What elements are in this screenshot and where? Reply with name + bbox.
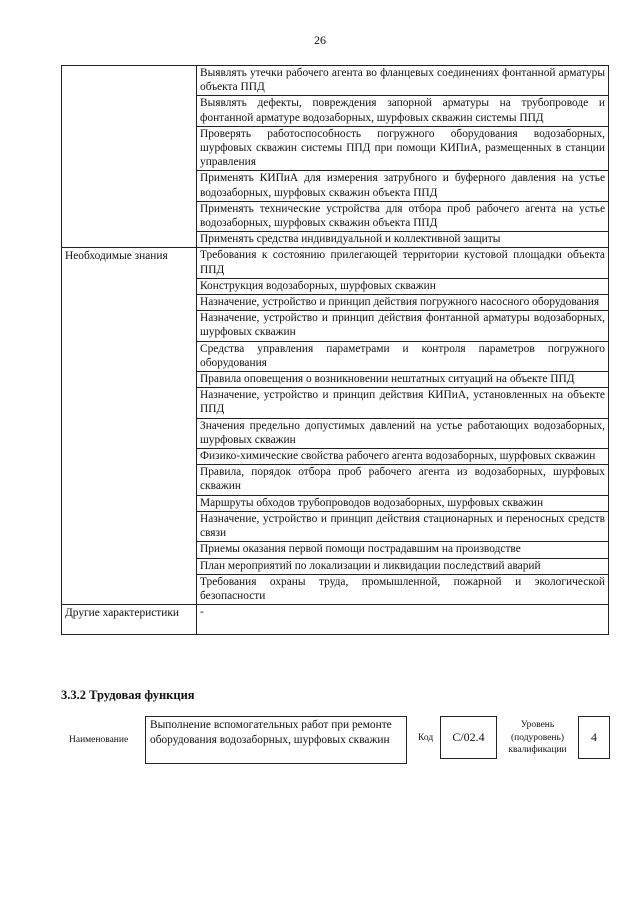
level-label: Уровень (подуровень) квалификации [508, 720, 567, 755]
knowledge-item: Значения предельно допустимых давлений на устье работающих водозаборных, шурфовых скважин [197, 418, 609, 448]
knowledge-item: Назначение, устройство и принцип действия погружного насосного оборудования [197, 295, 609, 311]
skill-item: Проверять работоспособность погружного оборудования водозаборных, шурфовых скважин системы ППД при помощи КИПиА, размещенных в станции управления [197, 126, 609, 171]
page-number: 26 [314, 33, 326, 47]
name-value: Выполнение вспомогательных работ при ремонте оборудования водозаборных, шурфовых скважин [145, 716, 407, 764]
competency-table [61, 65, 609, 635]
knowledge-item: Приемы оказания первой помощи пострадавшим на производстве [197, 542, 609, 558]
skill-item: Выявлять утечки рабочего агента во фланцевых соединениях фонтанной арматуры объекта ППД [197, 66, 609, 96]
table-row [62, 248, 609, 278]
row-label-empty [62, 66, 197, 248]
table-row [62, 605, 609, 635]
name-label: Наименование [69, 735, 129, 745]
skill-item: Применять КИПиА для измерения затрубного и буферного давления на устье водозаборных, шурфовых скважин объекта ППД [197, 171, 609, 201]
skill-item: Применять средства индивидуальной и коллективной защиты [197, 232, 609, 248]
knowledge-item: Назначение, устройство и принцип действия КИПиА, установленных на объекте ППД [197, 388, 609, 418]
knowledge-item: Маршруты обходов трубопроводов водозаборных, шурфовых скважин [197, 495, 609, 511]
knowledge-item: Правила, порядок отбора проб рабочего агента из водозаборных, шурфовых скважин [197, 465, 609, 495]
knowledge-item: Физико-химические свойства рабочего агента водозаборных, шурфовых скважин [197, 449, 609, 465]
section-title: 3.3.2 Трудовая функция [61, 688, 195, 702]
level-value: 4 [578, 716, 610, 759]
knowledge-item: План мероприятий по локализации и ликвидации последствий аварий [197, 558, 609, 574]
row-label-other: Другие характеристики [62, 605, 197, 635]
knowledge-item: Назначение, устройство и принцип действия фонтанной арматуры водозаборных, шурфовых скважин [197, 311, 609, 341]
row-label-knowledge: Необходимые знания [62, 248, 197, 605]
table-row [62, 66, 609, 96]
skill-item: Применять технические устройства для отбора проб рабочего агента на устье водозаборных, шурфовых скважин объекта ППД [197, 201, 609, 231]
other-item: - [197, 605, 609, 635]
knowledge-item: Требования к состоянию прилегающей территории кустовой площадки объекта ППД [197, 248, 609, 278]
knowledge-item: Конструкция водозаборных, шурфовых скважин [197, 278, 609, 294]
skill-item: Выявлять дефекты, повреждения запорной арматуры на трубопроводе и фонтанной арматуре водозаборных, шурфовых скважин системы ППД [197, 96, 609, 126]
knowledge-item: Правила оповещения о возникновении нештатных ситуаций на объекте ППД [197, 372, 609, 388]
code-label: Код [418, 733, 434, 743]
knowledge-item: Назначение, устройство и принцип действия стационарных и переносных средств связи [197, 511, 609, 541]
code-value: С/02.4 [440, 716, 497, 759]
knowledge-item: Требования охраны труда, промышленной, пожарной и экологической безопасности [197, 574, 609, 604]
knowledge-item: Средства управления параметрами и контроля параметров погружного оборудования [197, 341, 609, 371]
